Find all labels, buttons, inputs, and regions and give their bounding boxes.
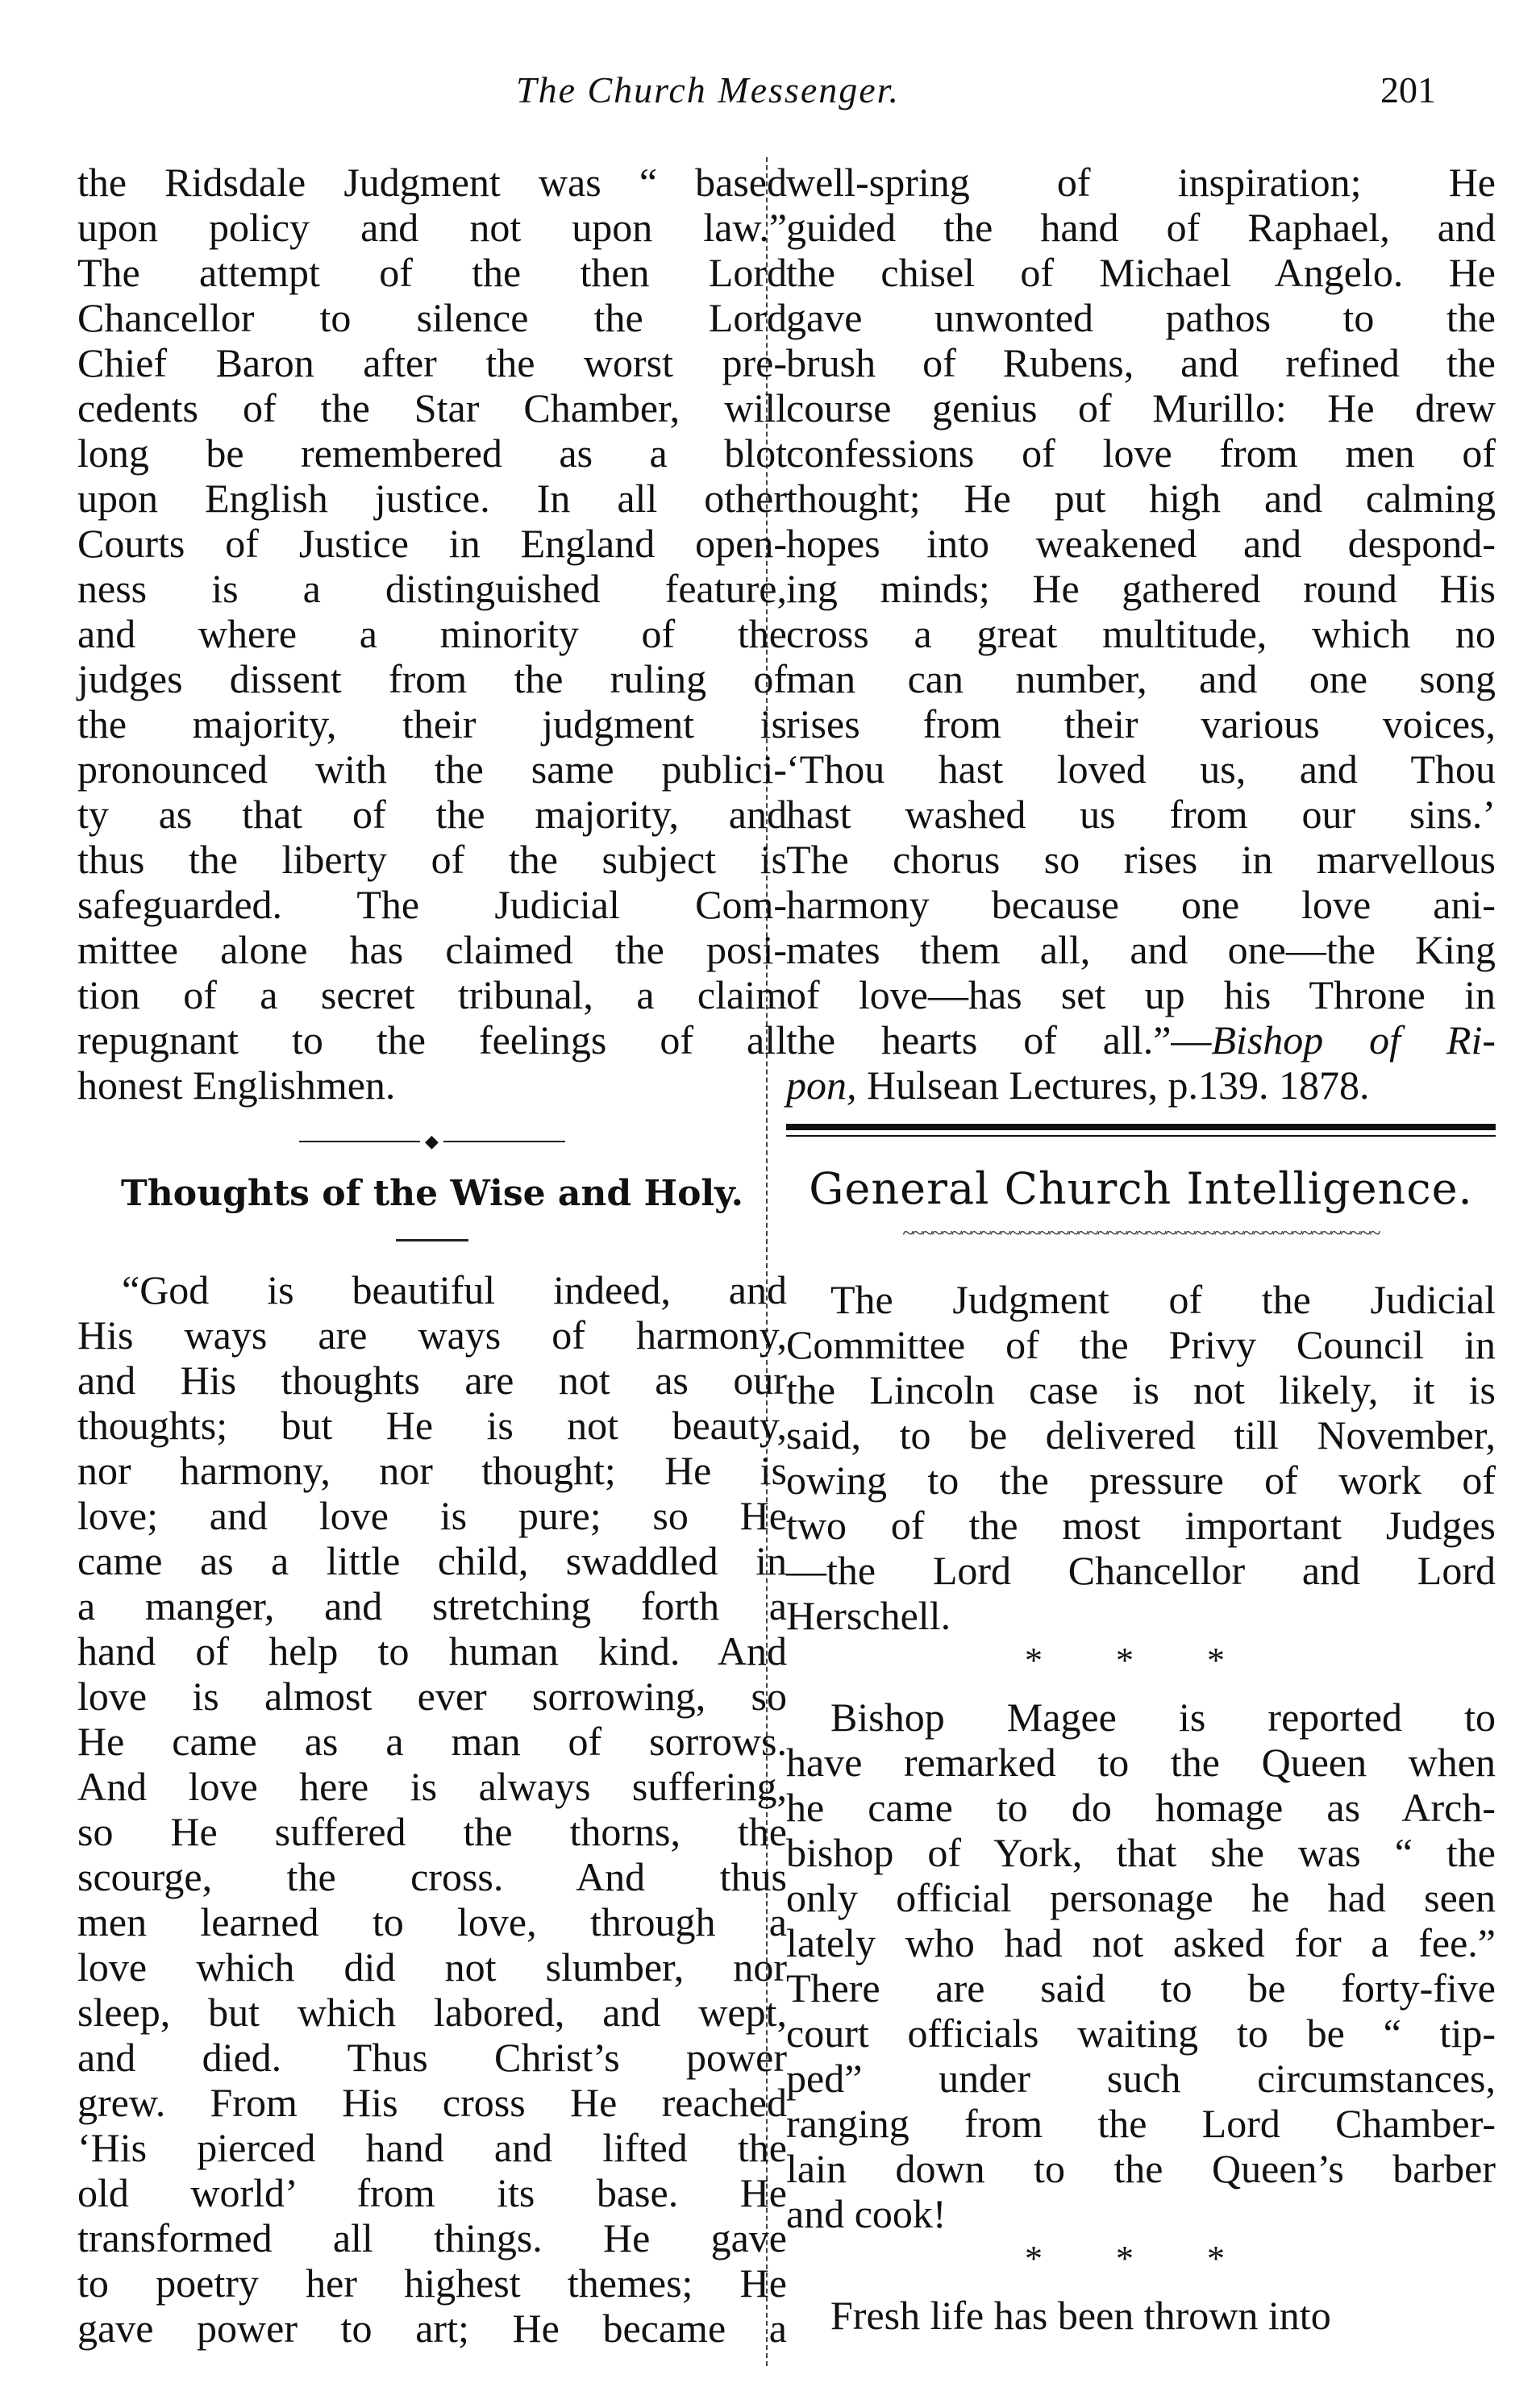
text-line: Herschell. bbox=[786, 1593, 951, 1638]
section-stars: * * * bbox=[1025, 1641, 1257, 1680]
text-line: sleep, but which labored, and wept, bbox=[77, 1990, 787, 2035]
heading-rule bbox=[77, 1224, 787, 1256]
inspiration-paragraph bbox=[786, 160, 1496, 1108]
text-line: of love—has set up his Throne in bbox=[786, 972, 1496, 1017]
text-line: pronounced with the same publici- bbox=[77, 747, 787, 792]
text-line: well-spring of inspiration; He bbox=[786, 160, 1496, 205]
text-line: harmony because one love ani- bbox=[786, 882, 1496, 927]
wavy-rule: ~~~~~~~~~~~~~~~~~~~~~~~~~~~~~~~~~~~~~~~~~~~~~~~~~ bbox=[902, 1225, 1380, 1245]
text-line: said, to be delivered till November, bbox=[786, 1412, 1496, 1458]
right-column bbox=[786, 160, 1496, 2338]
text-line: he came to do homage as Arch- bbox=[786, 1785, 1496, 1830]
text-line: gave unwonted pathos to the bbox=[786, 295, 1496, 340]
text-line: Courts of Justice in England open- bbox=[77, 521, 787, 566]
text-line: honest Englishmen. bbox=[77, 1063, 396, 1108]
text-line: The attempt of the then Lord bbox=[77, 250, 787, 295]
text-line: mates them all, and one—the King bbox=[786, 927, 1496, 972]
text-line: The chorus so rises in marvellous bbox=[786, 837, 1496, 882]
text-line: the majority, their judgment is bbox=[77, 701, 787, 747]
text-line: have remarked to the Queen when bbox=[786, 1740, 1496, 1785]
text-line: lately who had not asked for a fee.” bbox=[786, 1920, 1496, 1965]
text-line: And love here is always suffering, bbox=[77, 1764, 787, 1809]
text-line: ness is a distinguished feature, bbox=[77, 566, 787, 611]
left-column bbox=[77, 160, 787, 2351]
text-line: nor harmony, nor thought; He is bbox=[77, 1448, 787, 1493]
text-line: court officials waiting to be “ tip- bbox=[786, 2011, 1496, 2056]
text-line: cedents of the Star Chamber, will bbox=[77, 385, 787, 430]
text-line: grew. From His cross He reached bbox=[77, 2080, 787, 2125]
text-line: ing minds; He gathered round His bbox=[786, 566, 1496, 611]
text-line: thus the liberty of the subject is bbox=[77, 837, 787, 882]
page-number: 201 bbox=[1380, 69, 1436, 110]
text-line: Chancellor to silence the Lord bbox=[77, 295, 787, 340]
text-line: mittee alone has claimed the posi- bbox=[77, 927, 787, 972]
citation-author-end: pon, bbox=[786, 1063, 857, 1108]
ornamental-divider bbox=[77, 1119, 787, 1164]
text-line: transformed all things. He gave bbox=[77, 2215, 787, 2260]
text-line: two of the most important Judges bbox=[786, 1503, 1496, 1548]
text-line: hopes into weakened and despond- bbox=[786, 521, 1496, 566]
text-line: hast washed us from our sins.’ bbox=[786, 792, 1496, 837]
text-line: and cook! bbox=[786, 2191, 947, 2236]
text-line: Fresh life has been thrown into bbox=[830, 2293, 1331, 2338]
text-line: repugnant to the feelings of all bbox=[77, 1017, 787, 1063]
text-line: old world’ from its base. He bbox=[77, 2170, 787, 2215]
citation-line-1 bbox=[786, 1017, 1496, 1063]
text-line: rises from their various voices, bbox=[786, 701, 1496, 747]
text-line: to poetry her highest themes; He bbox=[77, 2260, 787, 2306]
text-line: The Judgment of the Judicial bbox=[830, 1277, 1496, 1322]
text-line: love; and love is pure; so He bbox=[77, 1493, 787, 1538]
text-line: lain down to the Queen’s barber bbox=[786, 2146, 1496, 2191]
citation-source: Hulsean Lectures, p.139. 1878. bbox=[856, 1063, 1370, 1108]
text-line: guided the hand of Raphael, and bbox=[786, 205, 1496, 250]
text-line: judges dissent from the ruling of bbox=[77, 656, 787, 701]
text-line: upon policy and not upon law.” bbox=[77, 205, 787, 250]
text-line: and died. Thus Christ’s power bbox=[77, 2035, 787, 2080]
magee-paragraph bbox=[786, 1695, 1496, 2236]
text-line: brush of Rubens, and refined the bbox=[786, 340, 1496, 385]
text-line: ped” under such circumstances, bbox=[786, 2056, 1496, 2101]
text-line: course genius of Murillo: He drew bbox=[786, 385, 1496, 430]
text-line: “God is beautiful indeed, and bbox=[122, 1267, 787, 1312]
quote-end: the hearts of all.”— bbox=[786, 1017, 1212, 1063]
running-title: The Church Messenger. bbox=[516, 69, 900, 110]
text-line: safeguarded. The Judicial Com- bbox=[77, 882, 787, 927]
text-line: so He suffered the thorns, the bbox=[77, 1809, 787, 1854]
text-line: thought; He put high and calming bbox=[786, 476, 1496, 521]
text-line: and His thoughts are not as our bbox=[77, 1358, 787, 1403]
text-line: scourge, the cross. And thus bbox=[77, 1854, 787, 1899]
text-line: Chief Baron after the worst pre- bbox=[77, 340, 787, 385]
text-line: love is almost ever sorrowing, so bbox=[77, 1674, 787, 1719]
text-line: hand of help to human kind. And bbox=[77, 1628, 787, 1674]
text-line: ty as that of the majority, and bbox=[77, 792, 787, 837]
text-line: owing to the pressure of work of bbox=[786, 1458, 1496, 1503]
text-line: Bishop Magee is reported to bbox=[830, 1695, 1496, 1740]
section-heading-church-intelligence: General Church Intelligence. bbox=[809, 1163, 1473, 1214]
text-line: cross a great multitude, which no bbox=[786, 611, 1496, 656]
text-line: confessions of love from men of bbox=[786, 430, 1496, 476]
text-line: —the Lord Chancellor and Lord bbox=[786, 1548, 1496, 1593]
text-line: came as a little child, swaddled in bbox=[77, 1538, 787, 1583]
text-line: the chisel of Michael Angelo. He bbox=[786, 250, 1496, 295]
text-line: ‘Thou hast loved us, and Thou bbox=[786, 747, 1496, 792]
text-line: the Lincoln case is not likely, it is bbox=[786, 1367, 1496, 1412]
text-line: love which did not slumber, nor bbox=[77, 1944, 787, 1990]
citation-line-2 bbox=[786, 1063, 1496, 1108]
text-line: tion of a secret tribunal, a claim bbox=[77, 972, 787, 1017]
text-line: and where a minority of the bbox=[77, 611, 787, 656]
text-line: upon English justice. In all other bbox=[77, 476, 787, 521]
citation-author: Bishop of Ri- bbox=[1211, 1017, 1496, 1063]
text-line: man can number, and one song bbox=[786, 656, 1496, 701]
text-line: gave power to art; He became a bbox=[77, 2306, 787, 2351]
ridsdale-paragraph bbox=[77, 160, 787, 1108]
text-line: He came as a man of sorrows. bbox=[77, 1719, 787, 1764]
text-line: men learned to love, through a bbox=[77, 1899, 787, 1944]
text-line: only official personage he had seen bbox=[786, 1875, 1496, 1920]
text-line: thoughts; but He is not beauty, bbox=[77, 1403, 787, 1448]
text-line: Committee of the Privy Council in bbox=[786, 1322, 1496, 1367]
text-line: bishop of York, that she was “ the bbox=[786, 1830, 1496, 1875]
text-line: ‘His pierced hand and lifted the bbox=[77, 2125, 787, 2170]
text-line: the Ridsdale Judgment was “ based bbox=[77, 160, 787, 205]
text-line: ranging from the Lord Chamber- bbox=[786, 2101, 1496, 2146]
page-header bbox=[0, 69, 1540, 125]
judgment-paragraph bbox=[786, 1277, 1496, 1638]
text-line: His ways are ways of harmony, bbox=[77, 1312, 787, 1358]
section-heading-thoughts: Thoughts of the Wise and Holy. bbox=[121, 1173, 743, 1214]
text-line: a manger, and stretching forth a bbox=[77, 1583, 787, 1628]
section-stars: * * * bbox=[1025, 2239, 1257, 2278]
double-rule bbox=[786, 1108, 1496, 1153]
text-line: long be remembered as a blot bbox=[77, 430, 787, 476]
thoughts-paragraph bbox=[77, 1267, 787, 2351]
text-line: There are said to be forty-five bbox=[786, 1965, 1496, 2011]
